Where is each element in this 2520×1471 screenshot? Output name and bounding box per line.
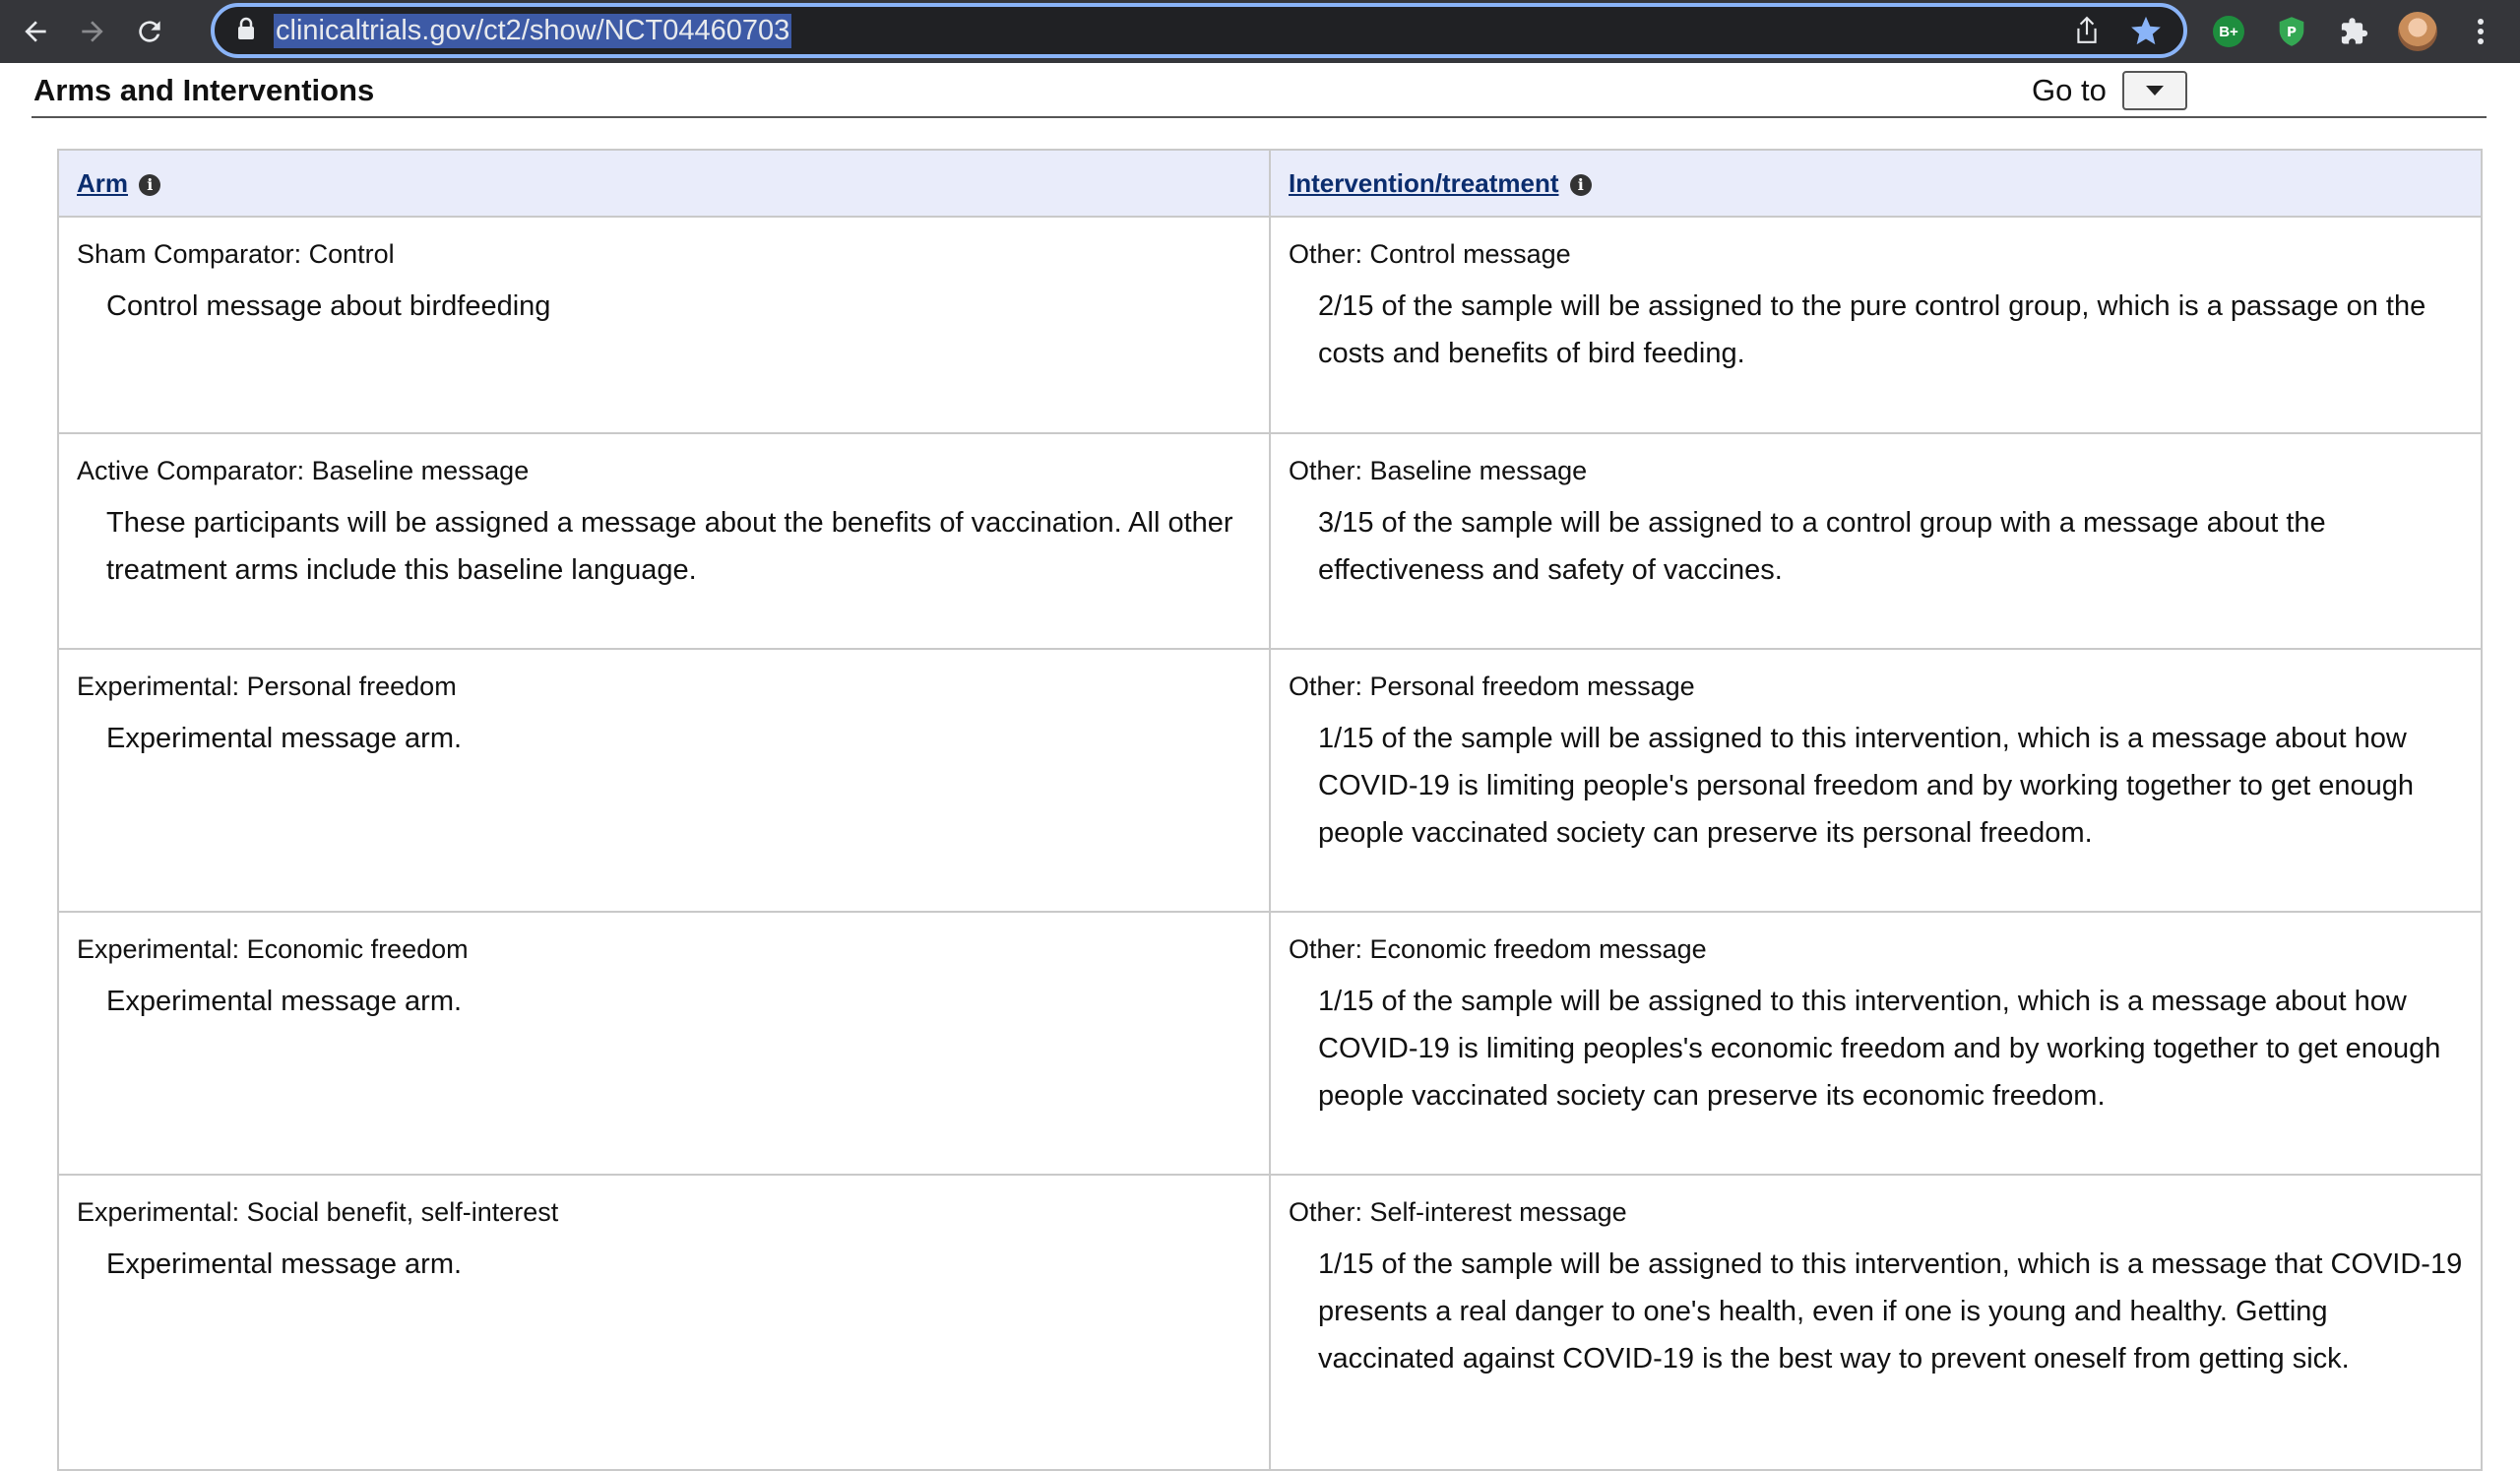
arm-cell [58,217,1270,433]
arm-header-link[interactable]: Arm [77,167,129,198]
table-row [58,912,2482,1175]
intervention-cell [1270,433,2482,649]
section-title: Arms and Interventions [33,73,375,107]
goto-label: Go to [2032,73,2107,107]
arm-cell [58,433,1270,649]
browser-toolbar [0,0,2520,63]
arm-description: Experimental message arm. [106,723,463,754]
intervention-title: Other: Control message [1289,239,1571,269]
intervention-description: 1/15 of the sample will be assigned to this intervention, which is a message that COVID-19 presents a real danger to one's health, even if one is young and healthy. Getting vaccinated against COVID-19 is the best way to prevent oneself from getting sick. [1318,1248,2463,1375]
info-icon[interactable]: i [1570,174,1592,196]
intervention-description: 1/15 of the sample will be assigned to this intervention, which is a message about how COVID-19 is limiting people's personal freedom and by working together to get enough people vaccinated society can preserve its personal freedom. [1318,723,2415,849]
table-header-row [58,150,2482,217]
address-bar[interactable] [211,3,2187,58]
shield-extension-icon[interactable] [2260,8,2323,55]
intervention-description: 3/15 of the sample will be assigned to a control group with a message about the effectiveness and safety of vaccines. [1318,507,2326,586]
arm-title: Sham Comparator: Control [77,239,395,269]
intervention-header-link[interactable]: Intervention/treatment [1289,167,1559,198]
intervention-title: Other: Self-interest message [1289,1197,1627,1227]
arm-header [58,150,1270,217]
intervention-title: Other: Baseline message [1289,456,1588,485]
section-header [32,63,2487,118]
svg-text:P: P [2287,24,2297,40]
arms-interventions-table [57,149,2483,1471]
arm-description: Control message about birdfeeding [106,290,551,322]
chevron-down-icon [2145,85,2165,96]
intervention-title: Other: Personal freedom message [1289,672,1695,701]
info-icon[interactable]: i [139,174,160,196]
lock-icon [236,17,256,45]
more-menu-icon[interactable] [2449,8,2512,55]
arm-cell [58,912,1270,1175]
table-row [58,649,2482,912]
url-text[interactable]: clinicaltrials.gov/ct2/show/NCT04460703 [276,14,790,46]
table-row [58,433,2482,649]
table-row [58,1175,2482,1470]
intervention-title: Other: Economic freedom message [1289,934,1707,964]
intervention-cell [1270,1175,2482,1470]
share-icon[interactable] [2057,11,2116,50]
profile-avatar[interactable] [2386,8,2449,55]
goto-dropdown-button[interactable] [2122,71,2187,110]
intervention-header [1270,150,2482,217]
arm-cell [58,1175,1270,1470]
intervention-cell [1270,649,2482,912]
intervention-cell [1270,912,2482,1175]
arm-title: Experimental: Economic freedom [77,934,469,964]
arm-cell [58,649,1270,912]
intervention-cell [1270,217,2482,433]
intervention-description: 2/15 of the sample will be assigned to the pure control group, which is a passage on the costs and benefits of bird feeding. [1318,290,2426,369]
puzzle-extensions-icon[interactable] [2323,8,2386,55]
back-icon[interactable] [12,8,59,55]
arm-title: Experimental: Social benefit, self-interest [77,1197,559,1227]
extension-bplus-icon[interactable]: B+ [2197,8,2260,55]
arm-title: Active Comparator: Baseline message [77,456,530,485]
arm-description: These participants will be assigned a message about the benefits of vaccination. All other treatment arms include this baseline language. [106,507,1233,586]
forward-icon[interactable] [69,8,116,55]
table-row [58,217,2482,433]
bookmark-star-icon[interactable] [2116,11,2175,50]
arm-description: Experimental message arm. [106,986,463,1017]
reload-icon[interactable] [126,8,173,55]
intervention-description: 1/15 of the sample will be assigned to this intervention, which is a message about how COVID-19 is limiting peoples's economic freedom and by working together to get enough people vaccinated society can preserve its economic freedom. [1318,986,2441,1112]
arm-description: Experimental message arm. [106,1248,463,1280]
arm-title: Experimental: Personal freedom [77,672,457,701]
